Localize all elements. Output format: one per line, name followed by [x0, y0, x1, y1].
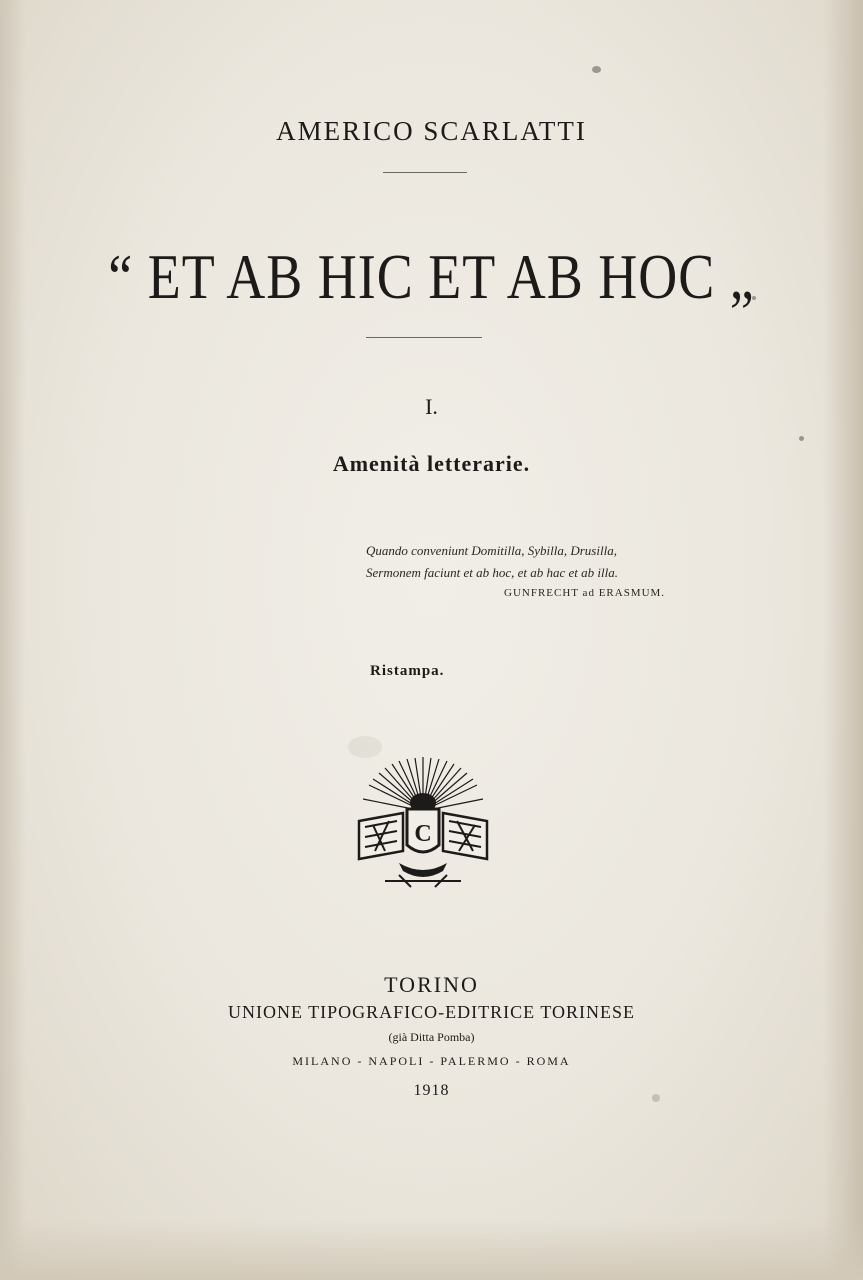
epigraph-line: Sermonem faciunt et ab hoc, et ab hac et ab illa. — [366, 565, 619, 580]
imprint-city: TORINO — [384, 972, 479, 997]
divider-rule — [366, 337, 482, 338]
epigraph-attribution: GUNFRECHT ad ERASMUM. — [504, 587, 666, 599]
publication-year: 1918 — [413, 1082, 450, 1099]
book-title: “ ET AB HIC ET AB HOC „ — [108, 241, 755, 312]
emblem-ribbon — [399, 863, 447, 877]
divider-rule — [383, 172, 467, 173]
epigraph-line: Quando conveniunt Domitilla, Sybilla, Drusilla, — [366, 543, 617, 558]
svg-text:C: C — [414, 821, 432, 847]
edition-note: Ristampa. — [370, 663, 445, 679]
foxing-spot — [592, 66, 601, 73]
page-edge-shadow-bottom — [0, 1220, 863, 1280]
publisher-note: (già Ditta Pomba) — [388, 1030, 475, 1044]
publisher-emblem-icon — [355, 755, 491, 889]
volume-number: I. — [425, 394, 438, 419]
foxing-spot — [799, 436, 804, 441]
book-subtitle: Amenità letterarie. — [332, 451, 531, 476]
epigraph — [366, 540, 618, 584]
publisher-name: UNIONE TIPOGRAFICO-EDITRICE TORINESE — [228, 1002, 635, 1022]
branch-cities: MILANO - NAPOLI - PALERMO - ROMA — [292, 1054, 571, 1068]
author-name: AMERICO SCARLATTI — [276, 116, 587, 146]
